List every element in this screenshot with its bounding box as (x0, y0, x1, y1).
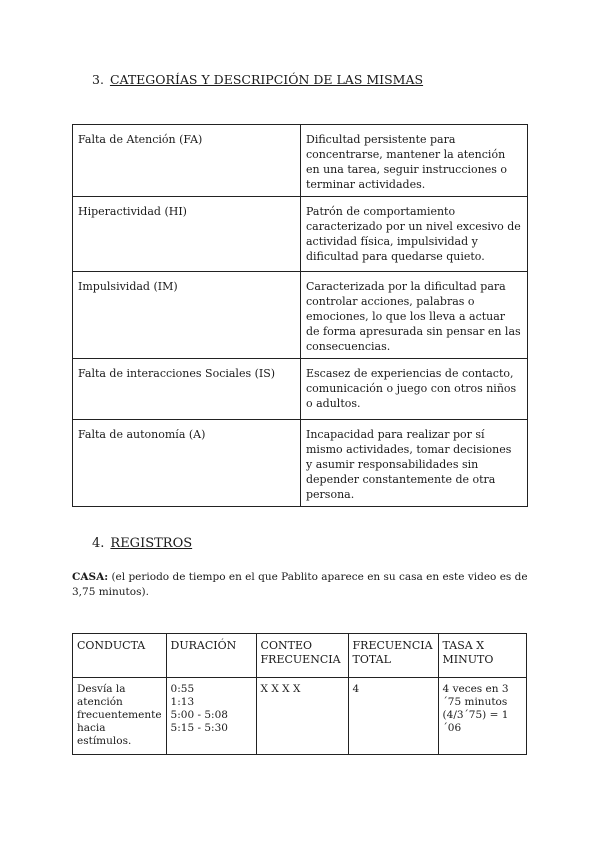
header-tasa: TASA X MINUTO (438, 634, 526, 678)
tasa-line: (4/3´75) = 1´06 (442, 709, 509, 734)
category-cell: Falta de interacciones Sociales (IS) (73, 359, 301, 420)
table-row (73, 125, 528, 197)
table-row (73, 272, 528, 359)
description-cell: Patrón de comportamiento caracterizado por un nivel excesivo de actividad física, impulsividad y dificultad para quedarse quieto. (301, 197, 528, 272)
casa-label: CASA: (72, 571, 109, 583)
duration-entry: 5:00 - 5:08 (170, 709, 228, 721)
header-conducta: CONDUCTA (73, 634, 167, 678)
conteo-cell: X X X X (256, 678, 348, 755)
table-header-row (73, 634, 527, 678)
header-conteo: CONTEO FRECUENCIA (256, 634, 348, 678)
table-row (73, 197, 528, 272)
category-cell: Falta de autonomía (A) (73, 420, 301, 507)
header-duracion: DURACIÓN (166, 634, 256, 678)
tasa-line: 4 veces en 3´75 minutos (442, 683, 509, 708)
table-row (73, 420, 528, 507)
casa-paragraph (72, 570, 532, 600)
category-cell: Falta de Atención (FA) (73, 125, 301, 197)
table-row (73, 359, 528, 420)
duration-entry: 0:55 (170, 683, 195, 695)
table-row (73, 678, 527, 755)
section-number: 4. (92, 536, 105, 551)
header-total: FRECUENCIA TOTAL (348, 634, 438, 678)
section-4-heading (92, 536, 192, 551)
section-title: REGISTROS (110, 536, 193, 551)
tasa-cell (438, 678, 526, 755)
section-title: CATEGORÍAS Y DESCRIPCIÓN DE LAS MISMAS (109, 72, 424, 87)
duracion-cell (166, 678, 256, 755)
section-3-heading (92, 72, 423, 87)
description-cell: Dificultad persistente para concentrarse, mantener la atención en una tarea, seguir instrucciones o terminar actividades. (301, 125, 528, 197)
categories-table (72, 124, 528, 507)
total-cell: 4 (348, 678, 438, 755)
casa-text: (el periodo de tiempo en el que Pablito aparece en su casa en este video es de 3,75 minutos). (72, 571, 528, 598)
category-cell: Impulsividad (IM) (73, 272, 301, 359)
records-table (72, 633, 527, 755)
conducta-cell: Desvía la atención frecuentemente hacia estímulos. (73, 678, 167, 755)
description-cell: Incapacidad para realizar por sí mismo actividades, tomar decisiones y asumir responsabilidades sin depender constantemente de otra persona. (301, 420, 528, 507)
duration-entry: 1:13 (170, 696, 195, 708)
section-number: 3. (92, 72, 104, 87)
description-cell: Caracterizada por la dificultad para controlar acciones, palabras o emociones, lo que los lleva a actuar de forma apresurada sin pensar en las consecuencias. (301, 272, 528, 359)
category-cell: Hiperactividad (HI) (73, 197, 301, 272)
description-cell: Escasez de experiencias de contacto, comunicación o juego con otros niños o adultos. (301, 359, 528, 420)
duration-entry: 5:15 - 5:30 (170, 722, 228, 734)
